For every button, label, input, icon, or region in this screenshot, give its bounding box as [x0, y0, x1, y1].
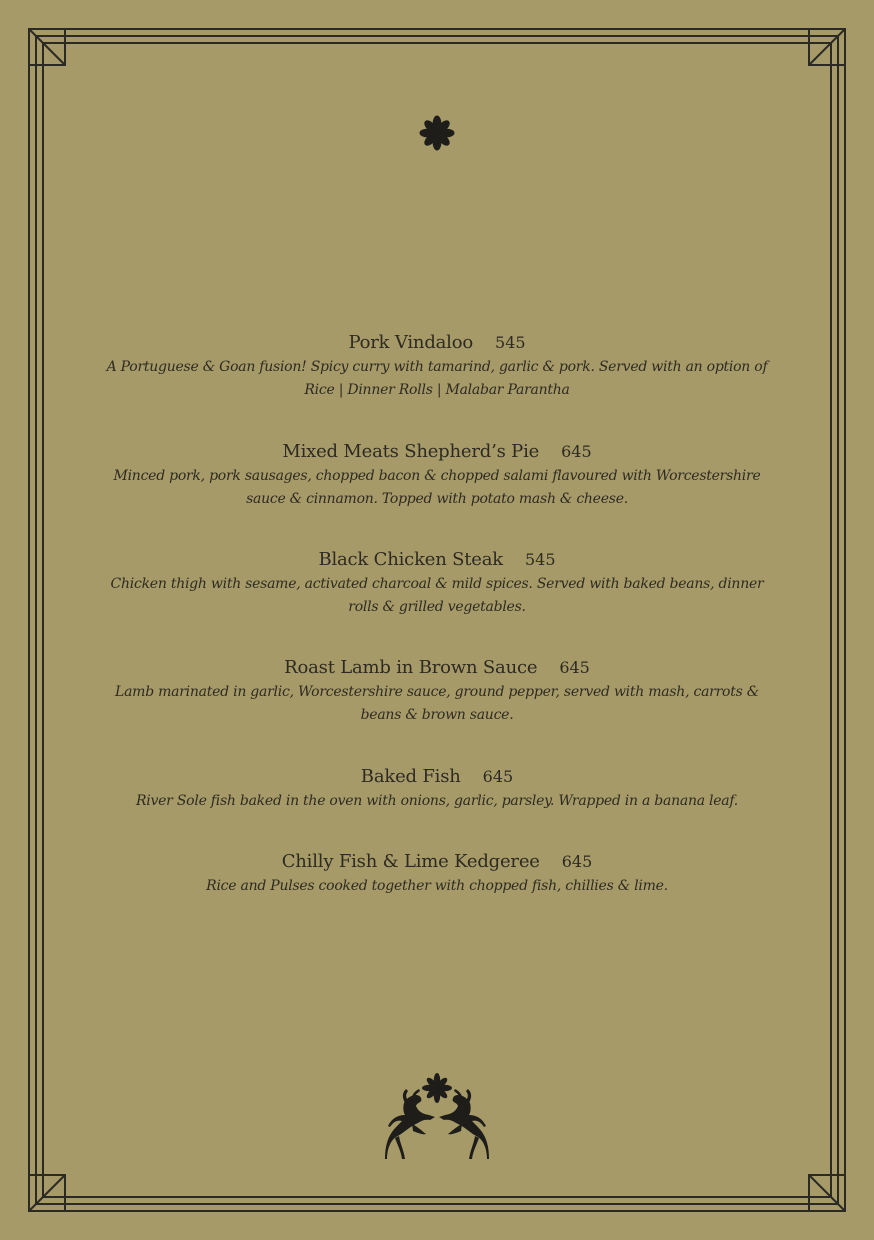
menu-item-chilly-fish-lime-kedgeree	[100, 850, 774, 898]
dish-name: Black Chicken Steak	[318, 549, 503, 570]
small-flower-icon	[422, 1073, 452, 1103]
left-antelope-icon	[385, 1089, 435, 1159]
dish-price: 645	[561, 852, 593, 871]
twin-antelope-emblem-icon	[374, 1071, 500, 1162]
dish-name: Pork Vindaloo	[348, 332, 474, 353]
dish-name: Chilly Fish & Lime Kedgeree	[281, 851, 540, 872]
menu-item-heading	[100, 656, 774, 680]
menu-item-pork-vindaloo	[100, 331, 774, 402]
dish-description: Rice and Pulses cooked together with chopped fish, chillies & lime.	[206, 878, 668, 894]
dish-description: Chicken thigh with sesame, activated charcoal & mild spices. Served with baked beans, dinner rolls & grilled vegetables.	[110, 576, 764, 615]
dish-name: Mixed Meats Shepherd’s Pie	[282, 441, 540, 462]
dish-price: 545	[525, 550, 556, 569]
star-flower-icon	[419, 115, 455, 151]
menu-item-baked-fish	[100, 765, 774, 813]
dish-price: 645	[561, 442, 592, 461]
menu-item-black-chicken-steak	[100, 548, 774, 619]
dish-price: 645	[482, 767, 514, 786]
right-antelope-icon	[439, 1089, 489, 1159]
menu-item-mixed-meats-shepherds-pie	[100, 440, 774, 511]
menu-item-heading	[100, 850, 774, 874]
dish-description: River Sole fish baked in the oven with onions, garlic, parsley. Wrapped in a banana leaf.	[135, 793, 739, 809]
dish-name: Baked Fish	[360, 766, 461, 787]
menu-item-roast-lamb	[100, 656, 774, 727]
dish-price: 645	[559, 658, 590, 677]
dish-description: A Portuguese & Goan fusion! Spicy curry with tamarind, garlic & pork. Served with an option of Rice | Dinner Rolls | Malabar Parantha	[106, 359, 768, 398]
dish-price: 545	[495, 333, 526, 352]
menu-item-heading	[100, 331, 774, 355]
dish-description: Lamb marinated in garlic, Worcestershire sauce, ground pepper, served with mash, carrots & beans & brown sauce.	[115, 684, 759, 723]
menu-item-heading	[100, 765, 774, 789]
dish-description: Minced pork, pork sausages, chopped bacon & chopped salami flavoured with Worcestershire sauce & cinnamon. Topped with potato mash & cheese.	[113, 468, 761, 507]
menu-item-heading	[100, 548, 774, 572]
dish-name: Roast Lamb in Brown Sauce	[284, 657, 538, 678]
menu-item-heading	[100, 440, 774, 464]
